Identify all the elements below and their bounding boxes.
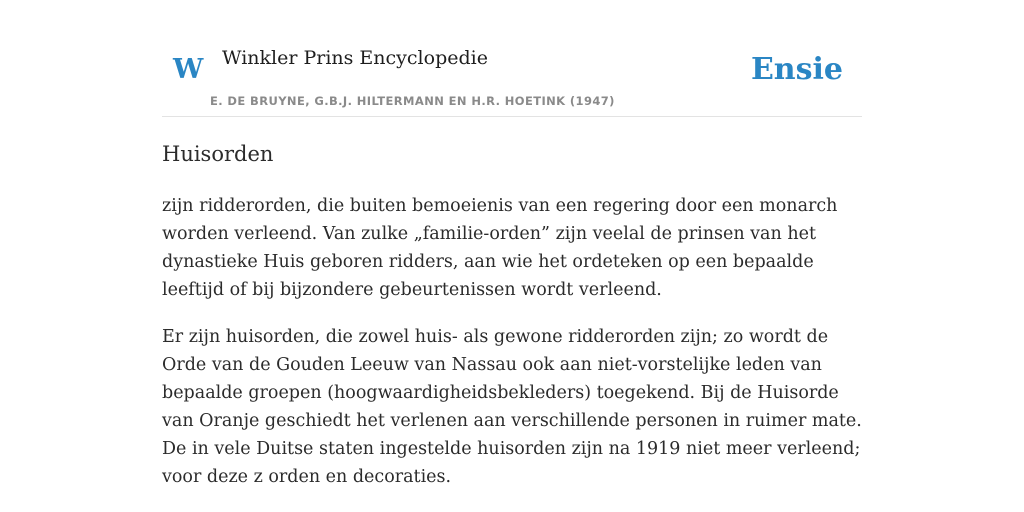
article-paragraph: Er zijn huisorden, die zowel huis- als gewone ridderorden zijn; zo wordt de Orde van de Gouden Leeuw van Nassau ook aan niet-vorstelijke leden van bepaalde groepen (hoogwaardigheidsbekleders) toegekend. Bij de Huisorde van Oranje geschiedt het verlenen aan verschillende personen in ruimer mate. De in vele Duitse staten ingestelde huisorden zijn na 1919 niet meer verleend; voor deze z orden en decoraties. (162, 327, 862, 487)
article-title: Huisorden (162, 142, 274, 166)
encyclopedia-header (162, 0, 862, 117)
encyclopedia-authors: E. DE BRUYNE, G.B.J. HILTERMANN EN H.R. HOETINK (1947) (210, 94, 615, 108)
encyclopedia-logo[interactable]: W (173, 54, 204, 85)
article-paragraph: zijn ridderorden, die buiten bemoeienis van een regering door een monarch worden verleend. Van zulke „familie-orden” zijn veelal de prinsen van het dynastieke Huis geboren ridders, aan wie het ordeteken op een bepaalde leeftijd of bij bijzondere gebeurtenissen wordt verleend. (162, 196, 838, 300)
encyclopedia-title-link[interactable]: Winkler Prins Encyclopedie (222, 47, 488, 69)
article (162, 138, 862, 491)
ensie-logo-link[interactable]: Ensie (750, 52, 843, 87)
